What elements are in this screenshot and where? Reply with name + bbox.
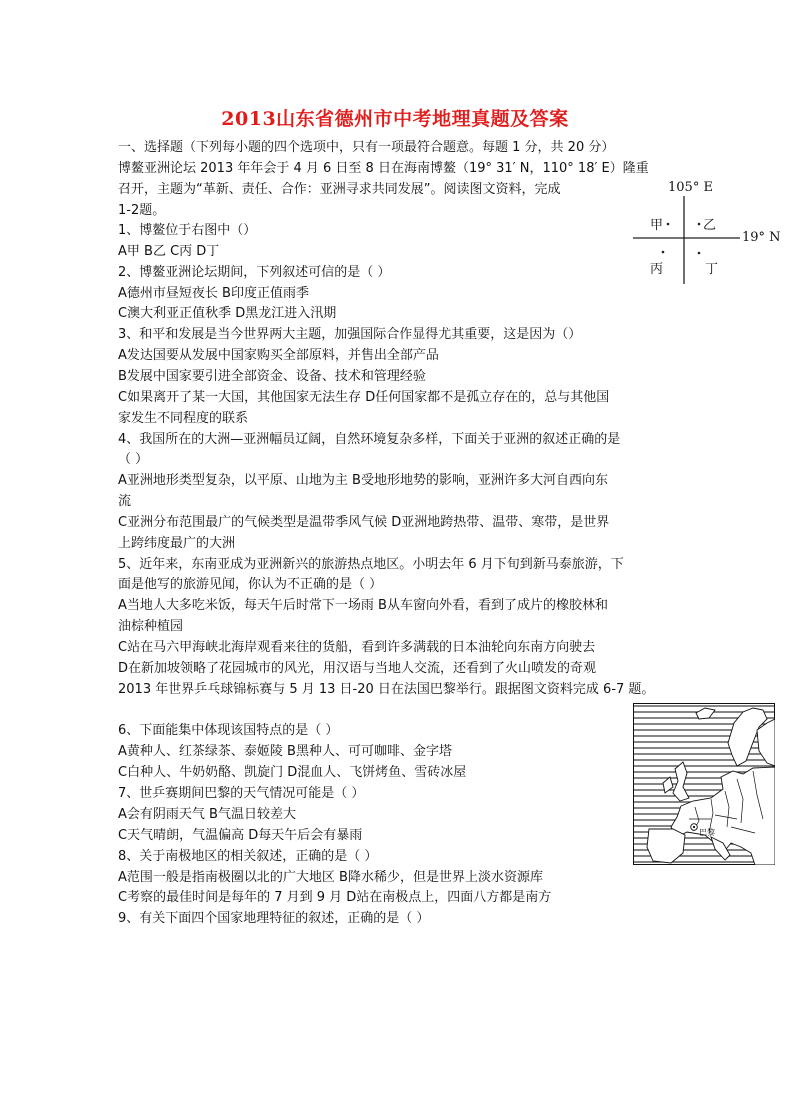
text-line: A会有阴雨天气 B气温日较差大 [118, 807, 296, 822]
text-line: C站在马六甲海峡北海岸观看来往的货船，看到许多满载的日本油轮向东南方向驶去 [118, 640, 596, 655]
text-line: C天气晴朗，气温偏高 D每天午后会有暴雨 [118, 828, 363, 843]
text-line: 8、关于南极地区的相关叙述，正确的是（ ） [118, 849, 378, 864]
text-line: D在新加坡领略了花园城市的风光，用汉语与当地人交流，还看到了火山喷发的奇观 [118, 661, 597, 676]
map-city-label: 巴黎 [699, 828, 715, 837]
text-line: 9、有关下面四个国家地理特征的叙述，正确的是（ ） [118, 911, 430, 926]
page-title: 2013山东省德州市中考地理真题及答案 [221, 108, 569, 130]
latitude-label: 19° N [742, 230, 781, 245]
text-line: C考察的最佳时间是每年的 7 月到 9 月 D站在南极点上，四面八方都是南方 [118, 890, 552, 905]
text-line: （ ） [118, 452, 149, 467]
text-line: 6、下面能集中体现该国特点的是（ ） [118, 723, 339, 738]
quadrant-ding: 丁 [705, 262, 719, 277]
text-line: 博鳌亚洲论坛 2013 年年会于 4 月 6 日至 8 日在海南博鳌（19° 31′ N，110° 18′ E）隆重 [118, 161, 649, 176]
text-line: A当地人大多吃米饭，每天午后时常下一场雨 B从车窗向外看，看到了成片的橡胶林和 [118, 598, 608, 613]
text-line: C澳大利亚正值秋季 D黑龙江进入汛期 [118, 306, 337, 321]
quadrant-bing: 丙 [650, 262, 664, 277]
text-line: 1-2题。 [118, 203, 166, 218]
text-line: A甲 B乙 C丙 D丁 [118, 244, 220, 259]
text-line: 一、选择题（下列每小题的四个选项中，只有一项最符合题意。每题 1 分，共 20 分） [118, 140, 615, 155]
quadrant-yi: 乙 [703, 218, 717, 233]
text-line: 油棕种植园 [118, 619, 184, 634]
text-line: 家发生不同程度的联系 [118, 411, 249, 426]
text-line: A德州市昼短夜长 B印度正值雨季 [118, 286, 309, 301]
text-line: 召开，主题为“革新、责任、合作：亚洲寻求共同发展”。阅读图文资料，完成 [118, 182, 561, 197]
text-line: 2013 年世界乒乓球锦标赛与 5 月 13 日-20 日在法国巴黎举行。跟据图文资料完成 6-7 题。 [118, 682, 655, 697]
text-line: 3、和平和发展是当今世界两大主题，加强国际合作显得尤其重要，这是因为（） [118, 327, 582, 342]
text-line: C如果离开了某一大国，其他国家无法生存 D任何国家都不是孤立存在的，总与其他国 [118, 390, 610, 405]
text-line: C白种人、牛奶奶酪、凯旋门 D混血人、飞饼烤鱼、雪砖冰屋 [118, 765, 467, 780]
text-line: 4、我国所在的大洲—亚洲幅员辽阔，自然环境复杂多样，下面关于亚洲的叙述正确的是 [118, 432, 621, 447]
text-line: A发达国要从发展中国家购买全部原料，并售出全部产品 [118, 348, 439, 363]
quadrant-jia: 甲 [650, 218, 664, 233]
text-line: B发展中国家要引进全部资金、设备、技术和管理经验 [118, 369, 426, 384]
text-line: 7、世乒赛期间巴黎的天气情况可能是（ ） [118, 786, 365, 801]
text-line: 1、博鳌位于右图中（） [118, 223, 257, 238]
text-line: A范围一般是指南极圈以北的广大地区 B降水稀少，但是世界上淡水资源库 [118, 870, 543, 885]
europe-map [633, 703, 775, 865]
longitude-label: 105° E [668, 180, 713, 195]
text-line: 5、近年来，东南亚成为亚洲新兴的旅游热点地区。小明去年 6 月下旬到新马泰旅游，下 [118, 557, 624, 572]
text-line: 面是他写的旅游见闻，你认为不正确的是（ ） [118, 577, 383, 592]
text-line: C亚洲分布范围最广的气候类型是温带季风气候 D亚洲地跨热带、温带、寒带，是世界 [118, 515, 610, 530]
text-line: 2、博鳌亚洲论坛期间，下列叙述可信的是（ ） [118, 265, 391, 280]
text-line: 流 [118, 494, 132, 509]
text-line: 上跨纬度最广的大洲 [118, 536, 236, 551]
text-line: A亚洲地形类型复杂，以平原、山地为主 B受地形地势的影响，亚洲许多大河自西向东 [118, 473, 608, 488]
text-line: A黄种人、红茶绿茶、泰姬陵 B黑种人、可可咖啡、金字塔 [118, 744, 452, 759]
